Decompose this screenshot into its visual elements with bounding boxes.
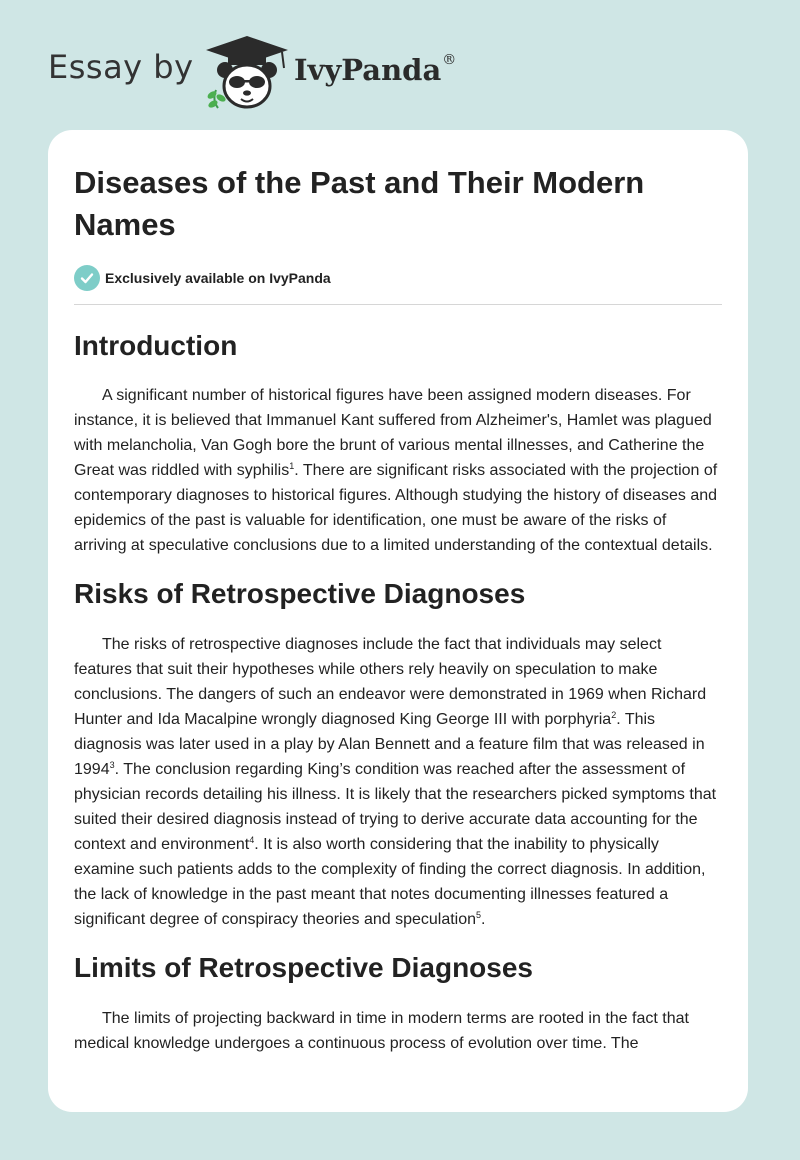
essay-content <box>74 162 722 1056</box>
exclusive-badge-label: Exclusively available on IvyPanda <box>105 270 331 286</box>
check-icon <box>74 265 100 291</box>
section-paragraph-risks: The risks of retrospective diagnoses include the fact that individuals may select features that suit their hypotheses while others rely heavily on speculation to make conclusions. The dangers of such an endeavor were demonstrated in 1969 when Richard Hunter and Ida Macalpine wrongly diagnosed King George III with porphyria$^2$. This diagnosis was later used in a play by Alan Bennett and a feature film that was released in 1994$^3$. The conclusion regarding King’s condition was reached after the assessment of physician records detailing his illness. It is likely that the researchers picked symptoms that suited their desired diagnosis instead of trying to derive accurate data accounting for the context and environment$^4$. It is also worth considering that the inability to physically examine such patients adds to the complexity of finding the correct diagnosis. In addition, the lack of knowledge in the past meant that notes documenting illnesses featured a significant degree of conspiracy theories and speculation$^5$. <box>74 636 717 928</box>
divider <box>74 304 722 305</box>
section-paragraph-limits: The limits of projecting backward in time in modern terms are rooted in the fact that medical knowledge undergoes a continuous process of evolution over time. The <box>74 1010 689 1052</box>
section-heading-limits: Limits of Retrospective Diagnoses <box>74 952 534 983</box>
footnote-ref[interactable]: 1 <box>289 461 295 471</box>
essay-by-label: Essay by <box>48 48 194 86</box>
exclusive-badge <box>74 264 722 292</box>
site-header <box>48 34 548 114</box>
section-heading-introduction: Introduction <box>74 330 238 361</box>
footnote-ref[interactable]: 4 <box>249 835 255 845</box>
section-paragraph-introduction: A significant number of historical figures have been assigned modern diseases. For instance, it is believed that Immanuel Kant suffered from Alzheimer's, Hamlet was plagued with melancholia, Van Gogh bore the brunt of various mental illnesses, and Catherine the Great was riddled with syphilis$^1$. There are significant risks associated with the projection of contemporary diagnoses to historical figures. Although studying the history of diseases and epidemics of the past is valuable for identification, one must be aware of the risks of arriving at speculative conclusions due to a limited understanding of the contextual details. <box>74 387 718 554</box>
panda-logo-icon <box>202 34 292 110</box>
footnote-ref[interactable]: 2 <box>611 710 617 720</box>
essay-card <box>48 130 748 1112</box>
registered-mark: ® <box>442 52 457 68</box>
section-heading-risks: Risks of Retrospective Diagnoses <box>74 578 526 609</box>
footnote-ref[interactable]: 3 <box>109 760 115 770</box>
footnote-ref[interactable]: 5 <box>476 910 482 920</box>
brand-name: IvyPanda® <box>294 52 457 87</box>
essay-title: Diseases of the Past and Their Modern Names <box>74 165 645 242</box>
